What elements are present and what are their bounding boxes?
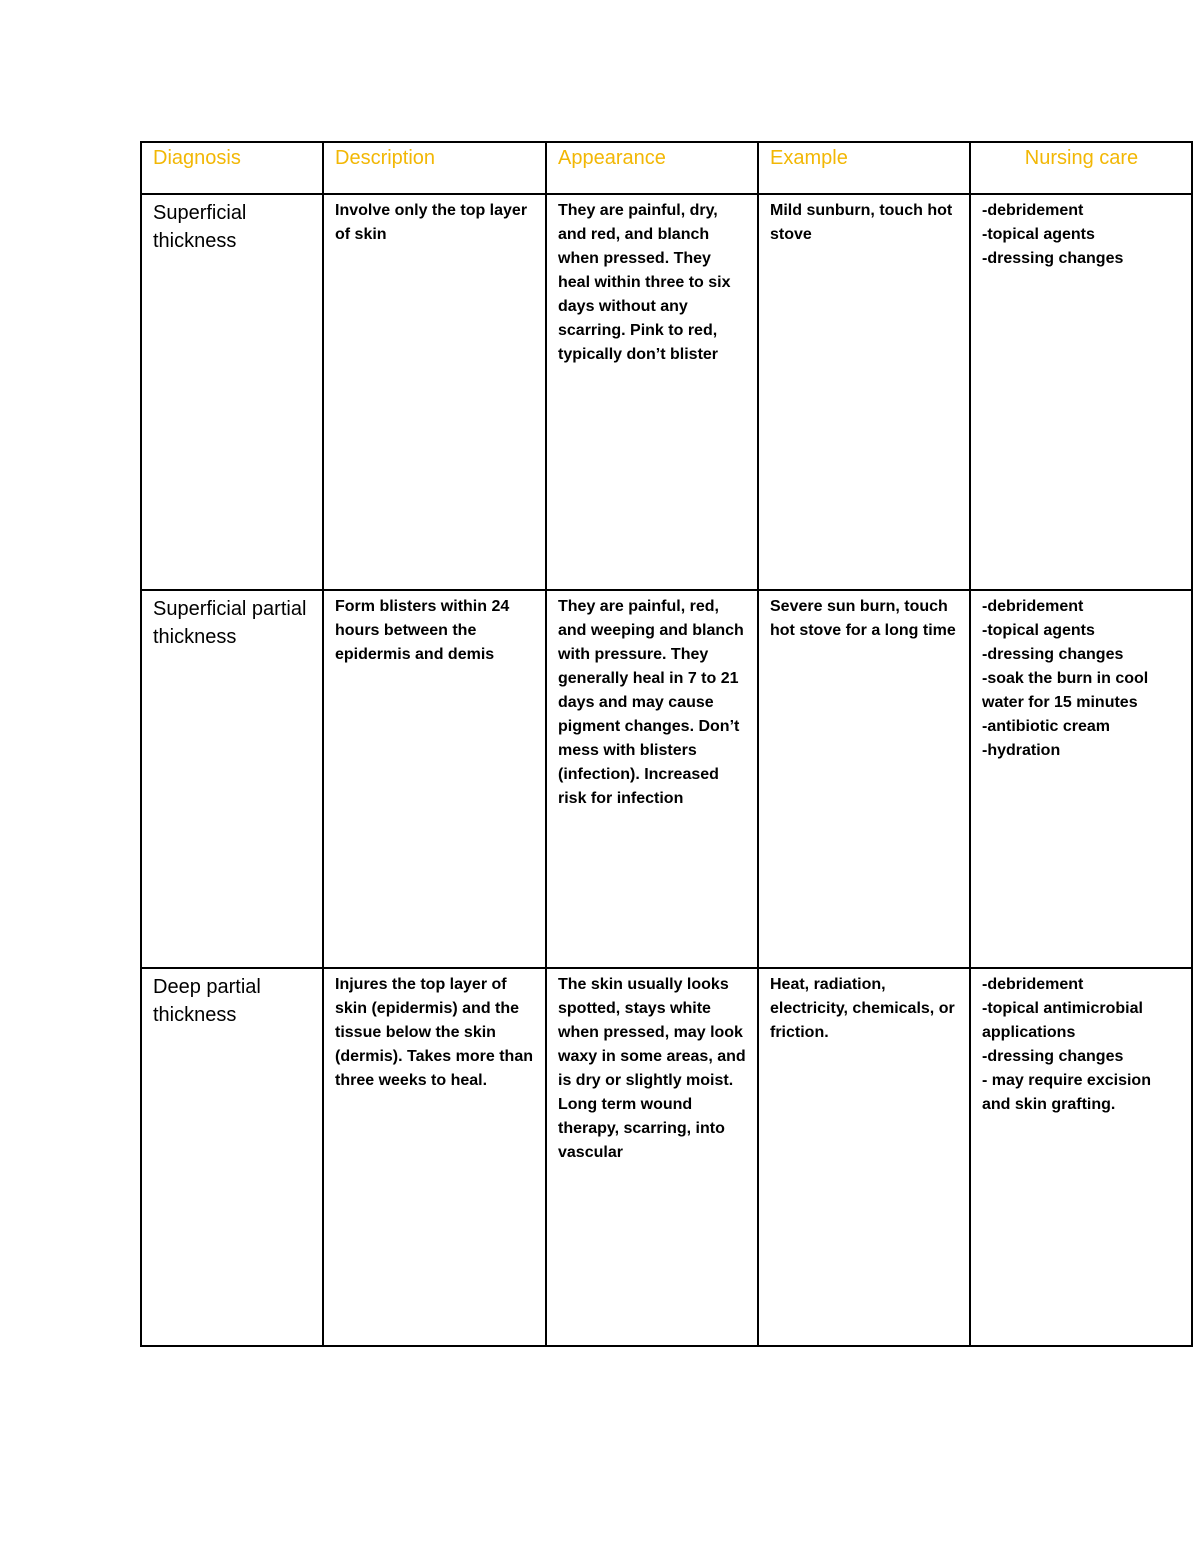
nursing-care-cell [970,968,1192,1346]
nursing-care-item: -dressing changes [982,250,1124,267]
diagnosis-text: Deep partial thickness [153,976,261,1026]
nursing-care-list [971,195,1191,271]
example-text: Heat, radiation, electricity, chemicals, or friction. [770,976,955,1041]
diagnosis-cell [141,968,323,1346]
nursing-care-item: -topical agents [982,226,1095,243]
nursing-care-list [971,969,1191,1117]
nursing-care-item: -antibiotic cream [982,718,1111,735]
header-diagnosis: Diagnosis [141,142,323,194]
description-cell [323,194,546,590]
nursing-care-cell [970,590,1192,968]
appearance-text: The skin usually looks spotted, stays white when pressed, may look waxy in some areas, and is dry or slightly moist. Long term wound therapy, scarring, into vascular [558,976,746,1161]
example-text: Severe sun burn, touch hot stove for a long time [770,598,956,639]
appearance-text: They are painful, red, and weeping and blanch with pressure. They generally heal in 7 to 21 days and may cause pigment changes. Don’t mess with blisters (infection). Increased risk for infection [558,598,744,807]
table-row [141,968,1192,1346]
example-text: Mild sunburn, touch hot stove [770,202,953,243]
appearance-text: They are painful, dry, and red, and blanch when pressed. They heal within three to six days without any scarring. Pink to red, typically don’t blister [558,202,731,363]
nursing-care-item: -soak the burn in cool water for 15 minutes [982,670,1149,711]
appearance-cell [546,194,758,590]
diagnosis-cell [141,194,323,590]
description-cell [323,968,546,1346]
nursing-care-item: -debridement [982,202,1084,219]
nursing-care-item: - may require excision and skin grafting. [982,1072,1151,1113]
table-row [141,194,1192,590]
example-cell [758,590,970,968]
header-row [141,142,1192,194]
description-text: Injures the top layer of skin (epidermis) and the tissue below the skin (dermis). Takes more than three weeks to heal. [335,976,533,1089]
burn-classification-table [140,141,1193,1347]
header-appearance: Appearance [546,142,758,194]
nursing-care-item: -debridement [982,598,1084,615]
example-cell [758,968,970,1346]
description-text: Involve only the top layer of skin [335,202,528,243]
description-text: Form blisters within 24 hours between the epidermis and demis [335,598,510,663]
appearance-cell [546,590,758,968]
appearance-cell [546,968,758,1346]
description-cell [323,590,546,968]
nursing-care-item: -topical antimicrobial applications [982,1000,1143,1041]
nursing-care-item: -topical agents [982,622,1095,639]
example-cell [758,194,970,590]
diagnosis-text: Superficial partial thickness [153,598,307,648]
nursing-care-item: -hydration [982,742,1061,759]
nursing-care-item: -dressing changes [982,646,1124,663]
nursing-care-list [971,591,1191,763]
nursing-care-item: -dressing changes [982,1048,1124,1065]
diagnosis-cell [141,590,323,968]
nursing-care-item: -debridement [982,976,1084,993]
header-example: Example [758,142,970,194]
header-nursing-care: Nursing care [970,142,1192,194]
diagnosis-text: Superficial thickness [153,202,247,252]
nursing-care-cell [970,194,1192,590]
header-description: Description [323,142,546,194]
table-row [141,590,1192,968]
